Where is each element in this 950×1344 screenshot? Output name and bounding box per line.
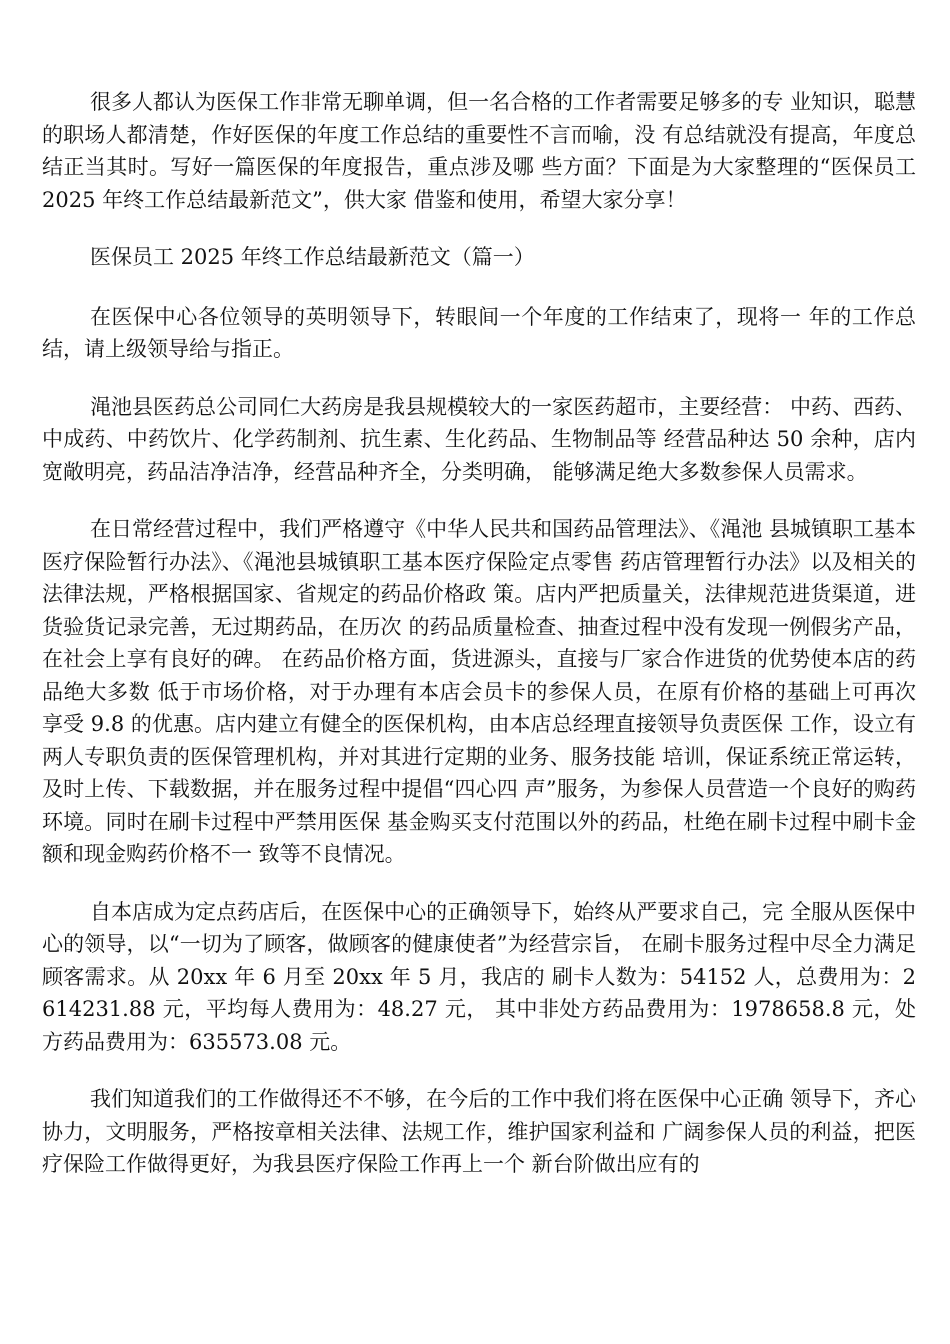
intro-paragraph: 很多人都认为医保工作非常无聊单调，但一名合格的工作者需要足够多的专 业知识，聪慧的职场人都清楚，作好医保的年度工作总结的重要性不言而喻，没 有总结就没有提高，年度总结正当其时。写好一篇医保的年度报告，重点涉及哪 些方面？下面是为大家整理的“医保员工 2025 年终工作总结最新范文”，供大家 借鉴和使用，希望大家分享！ [42, 90, 916, 212]
body-paragraph: 渑池县医药总公司同仁大药房是我县规模较大的一家医药超市，主要经营： 中药、西药、中成药、中药饮片、化学药制剂、抗生素、生化药品、生物制品等 经营品种达 50 余种，店内宽敞明亮，药品洁净洁净，经营品种齐全，分类明确， 能够满足绝大多数参保人员需求。 [42, 394, 916, 484]
section-heading: 医保员工 2025 年终工作总结最新范文（篇一） [90, 245, 535, 269]
body-paragraph: 我们知道我们的工作做得还不不够，在今后的工作中我们将在医保中心正确 领导下，齐心协力，文明服务，严格按章相关法律、法规工作，维护国家利益和 广阔参保人员的利益，把医疗保险工作做得更好，为我县医疗保险工作再上一个 新台阶做出应有的 [42, 1087, 916, 1176]
body-paragraph: 在医保中心各位领导的英明领导下，转眼间一个年度的工作结束了，现将一 年的工作总结，请上级领导给与指正。 [42, 304, 916, 361]
body-paragraph: 在日常经营过程中，我们严格遵守《中华人民共和国药品管理法》、《渑池 县城镇职工基本医疗保险暂行办法》、《渑池县城镇职工基本医疗保险定点零售 药店管理暂行办法》以及相关的法律法规，严格根据国家、省规定的药品价格政 策。店内严把质量关，法律规范进货渠道，进货验货记录完善，无过期药品，在历次 的药品质量检查、抽查过程中没有发现一例假劣产品，在社会上享有良好的碑。 在药品价格方面，货进源头，直接与厂家合作进货的优势使本店的药品绝大多数 低于市场价格，对于办理有本店会员卡的参保人员，在原有价格的基础上可再次 享受 9.8 的优惠。店内建立有健全的医保机构，由本店总经理直接领导负责医保 工作，设立有两人专职负责的医保管理机构，并对其进行定期的业务、服务技能 培训，保证系统正常运转，及时上传、下载数据，并在服务过程中提倡“四心四 声”服务，为参保人员营造一个良好的购药环境。同时在刷卡过程中严禁用医保 基金购买支付范围以外的药品，杜绝在刷卡过程中刷卡金额和现金购药价格不一 致等不良情况。 [42, 517, 916, 866]
body-paragraph: 自本店成为定点药店后，在医保中心的正确领导下，始终从严要求自己，完 全服从医保中心的领导，以“一切为了顾客，做顾客的健康使者”为经营宗旨， 在刷卡服务过程中尽全力满足顾客需求。从 20xx 年 6 月至 20xx 年 5 月，我店的 刷卡人数为：54152 人，总费用为：2614231.88 元，平均每人费用为：48.27 元， 其中非处方药品费用为：1978658.8 元，处方药品费用为：635573.08 元。 [42, 899, 916, 1054]
document-body [42, 86, 916, 1206]
